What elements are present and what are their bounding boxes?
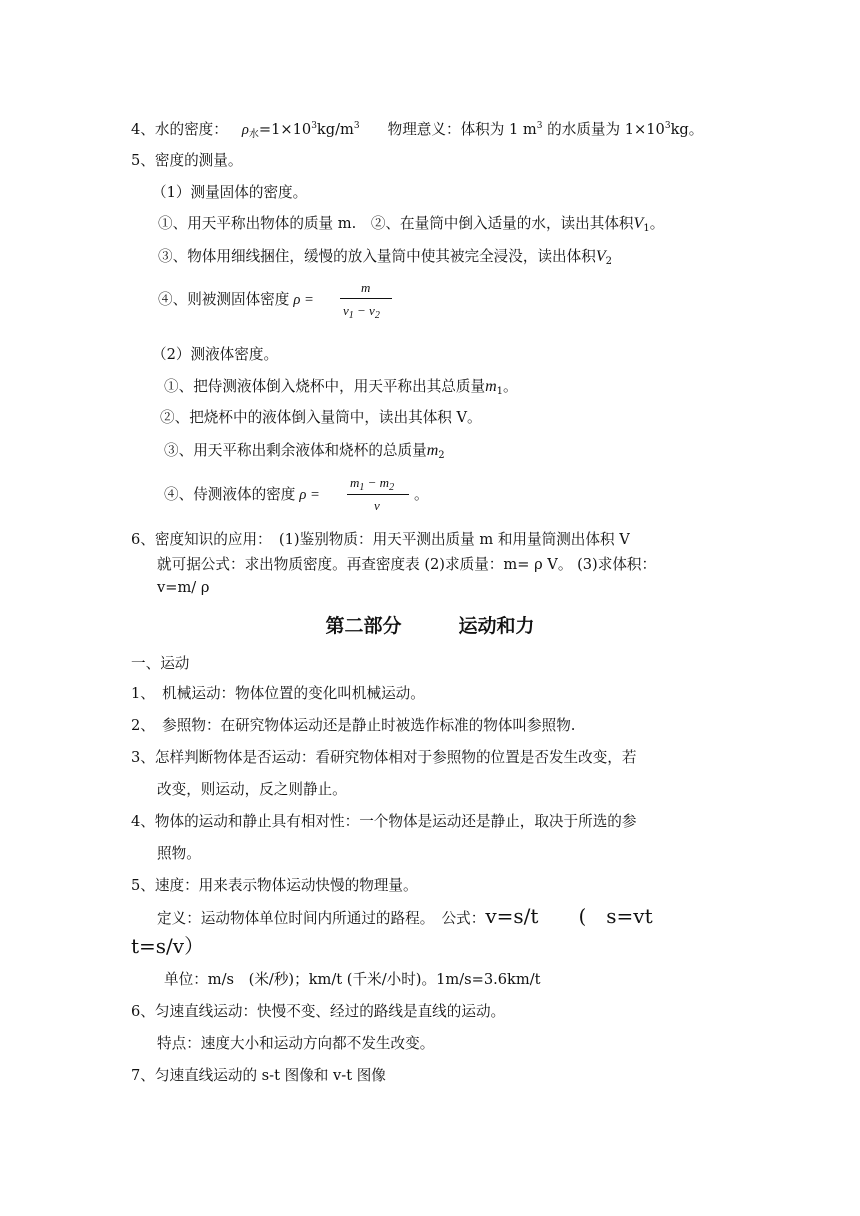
exponent: 3 (664, 121, 671, 131)
subscript: 2 (605, 256, 612, 267)
item-relativity: 4、物体的运动和静止具有相对性：一个物体是运动还是静止，取决于所选的参 (131, 813, 637, 830)
unit: kg。 (670, 121, 704, 138)
num-minus-m: − m (364, 475, 390, 490)
density-application-cont2: v=m/ ρ (157, 579, 210, 596)
solid-density-heading: （1）测量固体的密度。 (152, 184, 308, 201)
liquid-step-2: ②、把烧杯中的液体倒入量筒中，读出其体积 V。 (160, 409, 482, 426)
solid-step-1-2 (158, 214, 664, 239)
step-text: ③、用天平称出剩余液体和烧杯的总质量 (164, 442, 427, 459)
fraction-bar (347, 494, 409, 495)
subscript: 2 (374, 310, 380, 321)
water-density-label: 4、水的密度： (131, 121, 228, 138)
density-application-cont: 就可据公式：求出物质密度。再查密度表 (2)求质量：m= ρ V。 (3)求体积： (157, 556, 657, 573)
fraction-numerator: m (361, 280, 371, 295)
physical-meaning-cont: 的水质量为 1×10 (542, 121, 665, 138)
item-relativity-cont: 照物。 (157, 845, 201, 862)
rho-symbol: ρ (241, 122, 249, 138)
rho-equals: ρ = (293, 292, 314, 308)
subscript: 1 (496, 386, 504, 397)
exponent: 3 (353, 121, 360, 131)
exponent: 3 (536, 121, 543, 131)
subscript: 1 (359, 482, 365, 493)
fraction-numerator (350, 475, 394, 493)
speed-unit: 单位：m/s (米/秒)；km/t (千米/小时)。1m/s=3.6km/t (164, 971, 541, 988)
density-measure-heading: 5、密度的测量。 (131, 152, 243, 169)
density-application: 6、密度知识的应用： (1)鉴别物质：用天平测出质量 m 和用量筒测出体积 V (131, 531, 630, 548)
subscript: 1 (348, 310, 354, 321)
liquid-density-heading: （2）测液体密度。 (152, 346, 279, 363)
item-uniform-motion: 6、匀速直线运动：快慢不变、经过的路线是直线的运动。 (131, 1003, 506, 1020)
exponent: 3 (311, 121, 317, 131)
section-title: 第二部分 运动和力 (325, 615, 535, 637)
fraction-denominator (343, 303, 380, 321)
water-density-line (131, 116, 703, 145)
volume-symbol: V (633, 215, 644, 232)
punct: 。 (503, 378, 518, 395)
uniform-motion-feature: 特点：速度大小和运动方向都不发生改变。 (157, 1035, 435, 1052)
den-minus-v: − v (353, 303, 375, 318)
step-text: ④、则被测固体密度 (158, 291, 290, 308)
unit: kg/m (316, 121, 354, 138)
punct: 。 (649, 215, 665, 232)
item-mechanical-motion: 1、 机械运动：物体位置的变化叫机械运动。 (131, 685, 425, 702)
step-text: ④、侍测液体的密度 (164, 486, 296, 503)
step-text: ③、物体用细线捆住，缓慢的放入量筒中使其被完全浸没，读出体积 (158, 248, 596, 265)
num-m: m (350, 475, 360, 490)
liquid-step-4 (164, 485, 320, 505)
step-text: ①、用天平称出物体的质量 m. ②、在量筒中倒入适量的水，读出其体积 (158, 215, 634, 232)
item-judge-motion-cont: 改变，则运动，反之则静止。 (157, 781, 347, 798)
solid-step-4 (158, 290, 314, 310)
fraction-denominator: v (374, 498, 380, 513)
motion-heading: 一、运动 (131, 655, 190, 672)
volume-symbol: V (595, 248, 606, 265)
den-v: v (343, 303, 349, 318)
item-graphs: 7、匀速直线运动的 s-t 图像和 v-t 图像 (131, 1067, 386, 1084)
water-density-value: =1×10 (258, 121, 312, 138)
subscript: 1 (643, 223, 650, 234)
speed-definition (157, 906, 653, 929)
speed-formula-cont: t=s/v） (131, 934, 205, 958)
definition-text: 定义：运动物体单位时间内所通过的路程。 公式： (157, 910, 486, 927)
subscript: 2 (438, 450, 445, 461)
item-reference-object: 2、 参照物：在研究物体运动还是静止时被选作标准的物体叫参照物. (131, 717, 576, 734)
physical-meaning: 物理意义：体积为 1 m (387, 121, 537, 138)
mass-symbol: m (485, 378, 497, 395)
solid-step-3 (158, 247, 612, 272)
step-text: ①、把侍测液体倒入烧杯中，用天平称出其总质量 (164, 378, 486, 395)
speed-formula: v=s/t ( s=vt (485, 904, 653, 928)
mass-symbol: m (426, 442, 439, 459)
item-judge-motion: 3、怎样判断物体是否运动：看研究物体相对于参照物的位置是否发生改变，若 (131, 749, 637, 766)
water-subscript: 水 (248, 129, 259, 140)
liquid-step-3 (164, 441, 445, 466)
punct: 。 (414, 486, 429, 503)
item-speed: 5、速度：用来表示物体运动快慢的物理量。 (131, 877, 418, 894)
rho-equals: ρ = (299, 487, 320, 503)
subscript: 2 (389, 482, 395, 493)
fraction-bar (340, 298, 392, 299)
liquid-step-1 (164, 377, 518, 402)
